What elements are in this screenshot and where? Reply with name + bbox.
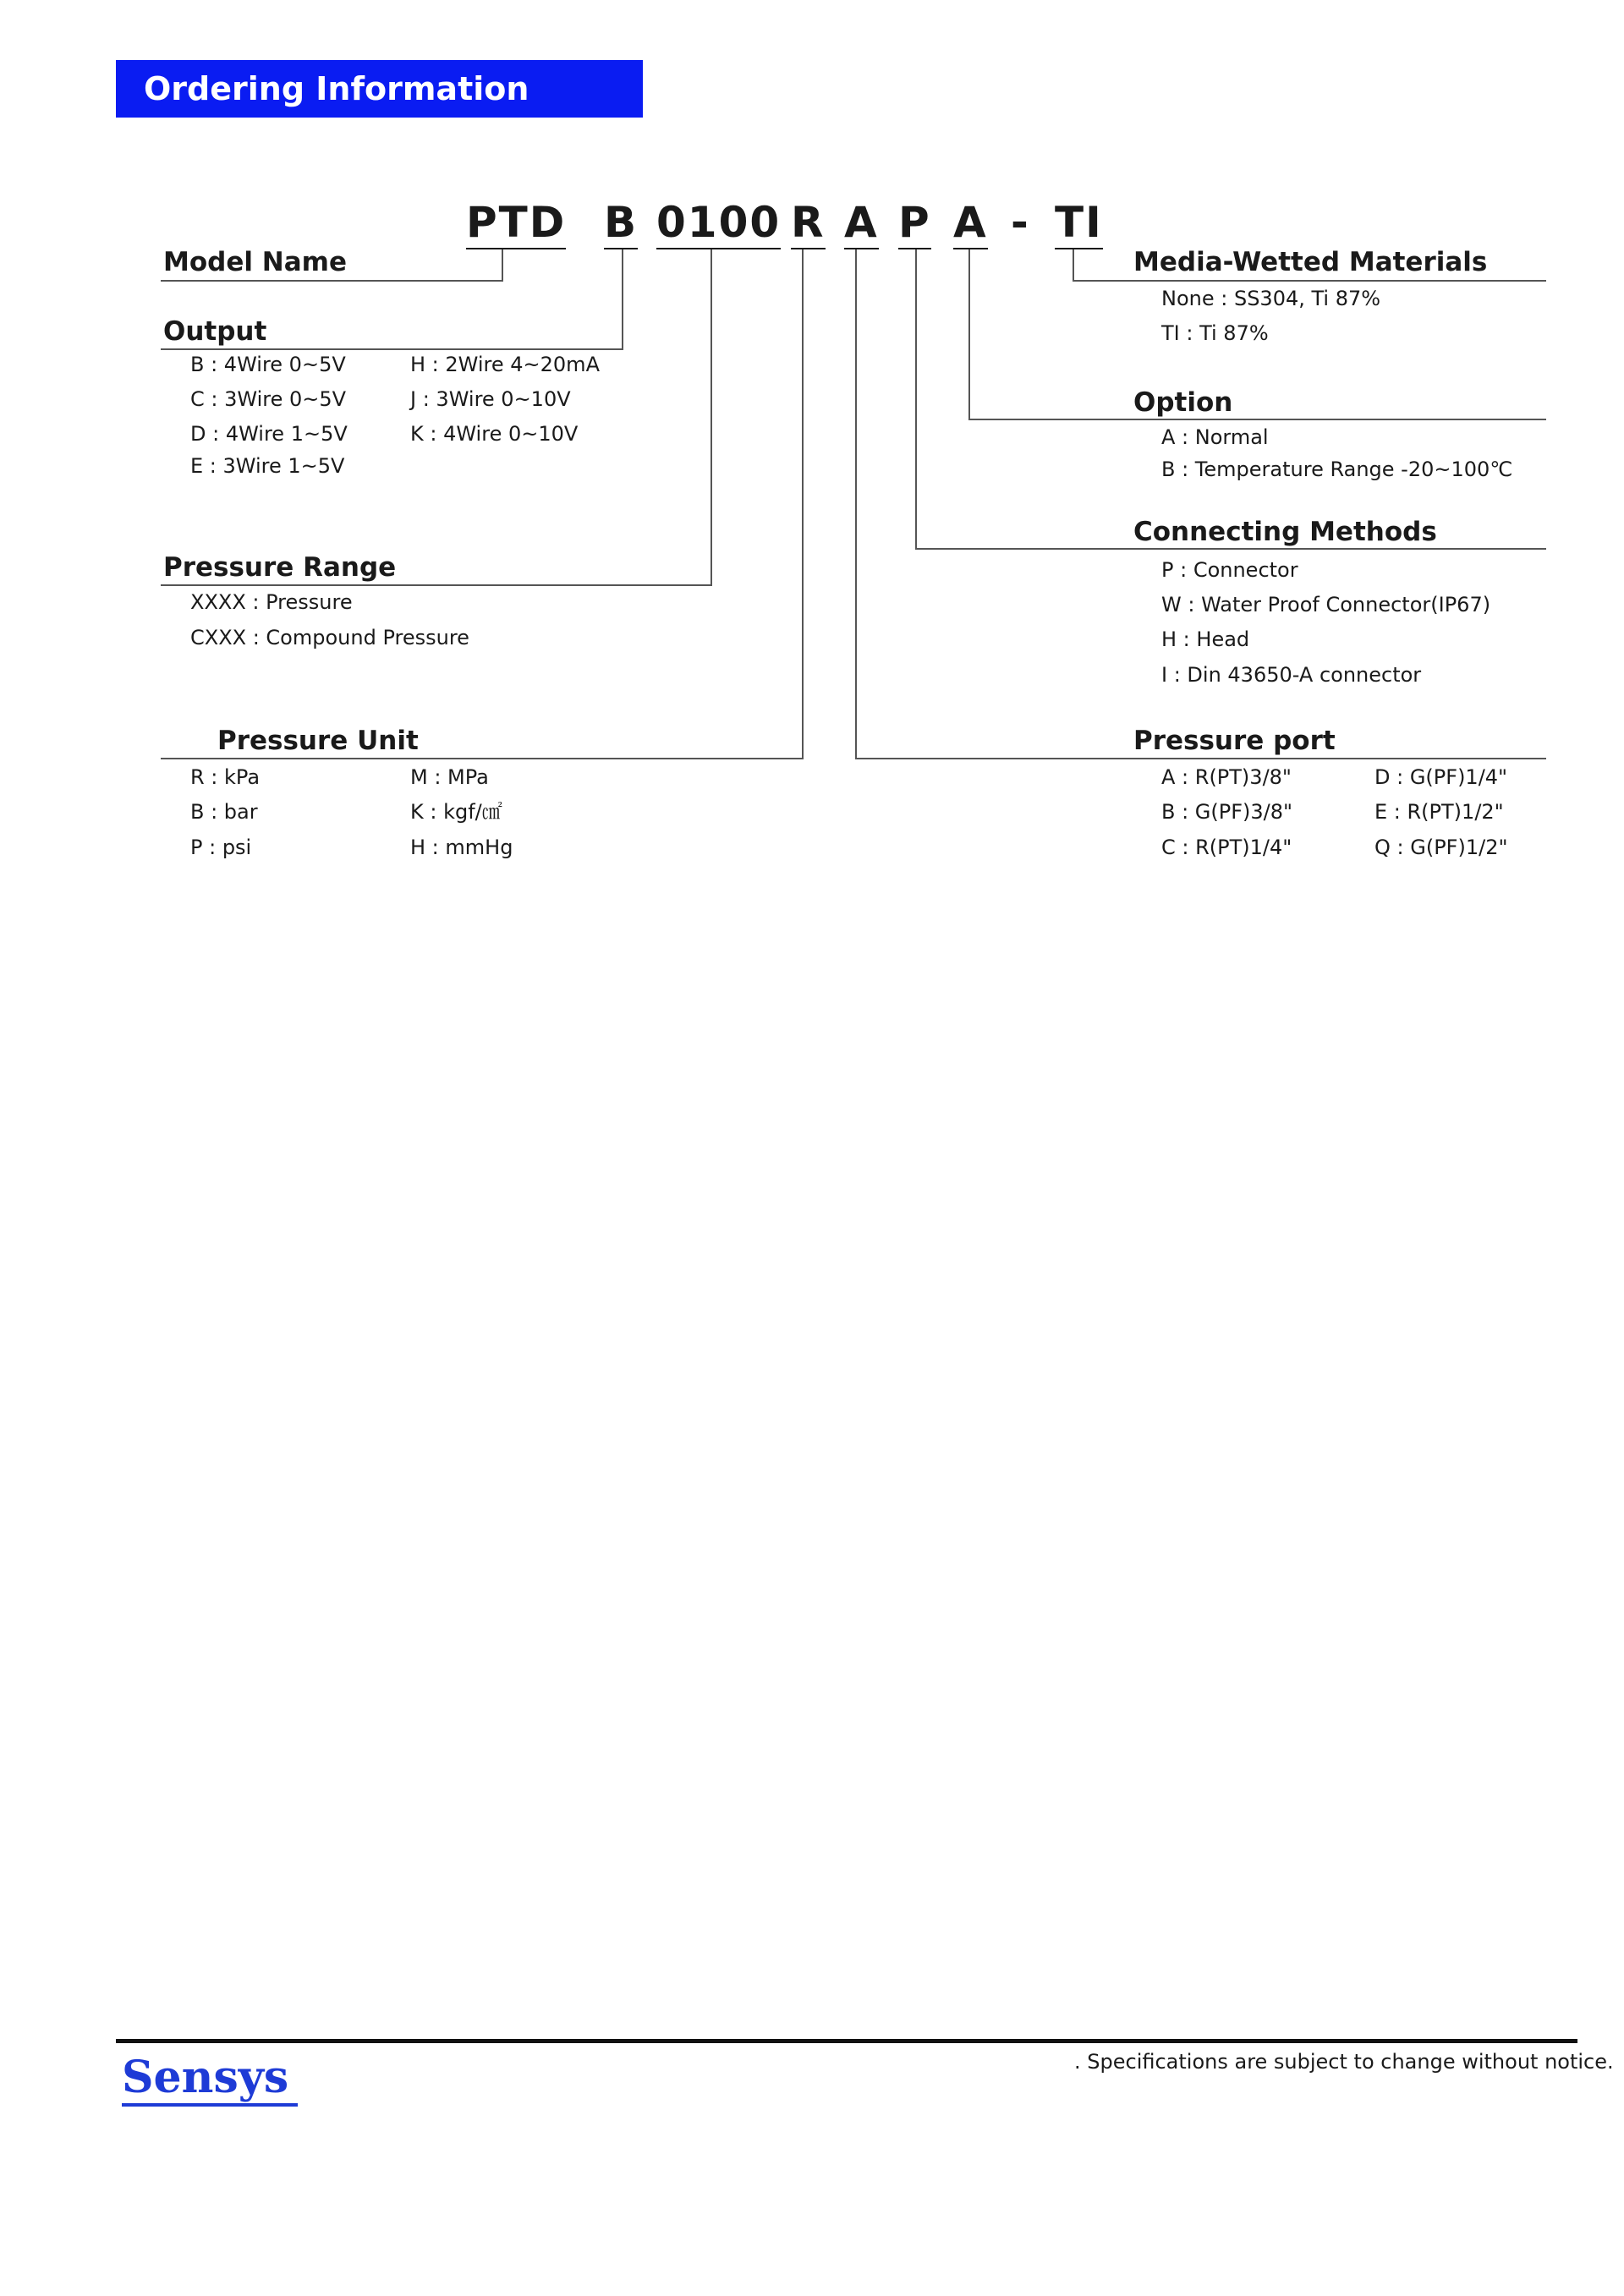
pressure-range-item: CXXX : Compound Pressure	[190, 626, 469, 649]
output-item: H : 2Wire 4~20mA	[410, 353, 600, 376]
pressure-port-item: E : R(PT)1/2"	[1374, 800, 1504, 824]
line-unit-h	[161, 758, 804, 759]
line-connecting-v	[915, 249, 917, 550]
code-separator: -	[1011, 198, 1030, 247]
code-model: PTD	[466, 197, 566, 249]
option-item: A : Normal	[1161, 425, 1269, 449]
code-option: A	[953, 197, 988, 249]
output-item: K : 4Wire 0~10V	[410, 422, 579, 446]
output-title: Output	[163, 316, 267, 347]
code-output: B	[604, 197, 638, 249]
model-name-title: Model Name	[163, 247, 347, 277]
pressure-unit-item: R : kPa	[190, 765, 261, 789]
line-port-v	[855, 249, 857, 759]
line-option-v	[968, 249, 970, 420]
connecting-item: W : Water Proof Connector(IP67)	[1161, 593, 1491, 616]
pressure-unit-item: P : psi	[190, 836, 252, 859]
output-item: C : 3Wire 0~5V	[190, 387, 347, 411]
connecting-item: H : Head	[1161, 627, 1250, 651]
pressure-port-item: A : R(PT)3/8"	[1161, 765, 1292, 789]
line-media-h	[1073, 280, 1546, 282]
media-title: Media-Wetted Materials	[1133, 247, 1488, 277]
footer-rule	[116, 2039, 1577, 2043]
pressure-port-item: C : R(PT)1/4"	[1161, 836, 1292, 859]
line-unit-v	[802, 249, 804, 759]
pressure-port-title: Pressure port	[1133, 726, 1336, 756]
pressure-unit-item: M : MPa	[410, 765, 489, 789]
line-range-v	[710, 249, 712, 586]
code-media: TI	[1055, 197, 1103, 249]
footer-notice: . Specifications are subject to change without notice.	[1074, 2050, 1614, 2074]
line-output-v	[622, 249, 623, 350]
line-model-v	[502, 249, 503, 282]
output-item: B : 4Wire 0~5V	[190, 353, 346, 376]
line-output-h	[161, 348, 623, 350]
line-media-v	[1073, 249, 1074, 282]
code-pressure-range: 0100	[656, 197, 781, 249]
logo-underline	[122, 2103, 298, 2107]
code-pressure-unit: R	[791, 197, 826, 249]
line-connecting-h	[915, 548, 1546, 550]
connecting-item: P : Connector	[1161, 558, 1298, 582]
company-logo: Sensys	[122, 2052, 289, 2103]
pressure-unit-item: K : kgf/㎠	[410, 800, 502, 824]
line-model-h	[161, 280, 503, 282]
option-item: B : Temperature Range -20~100℃	[1161, 458, 1513, 481]
code-pressure-port: A	[844, 197, 879, 249]
pressure-port-item: B : G(PF)3/8"	[1161, 800, 1293, 824]
code-connecting: P	[898, 197, 931, 249]
section-banner: Ordering Information	[116, 60, 643, 118]
pressure-unit-item: H : mmHg	[410, 836, 513, 859]
output-item: J : 3Wire 0~10V	[410, 387, 571, 411]
pressure-port-item: Q : G(PF)1/2"	[1374, 836, 1508, 859]
media-item: TI : Ti 87%	[1161, 321, 1269, 345]
media-item: None : SS304, Ti 87%	[1161, 287, 1381, 310]
line-option-h	[968, 419, 1546, 420]
pressure-unit-item: B : bar	[190, 800, 258, 824]
output-item: E : 3Wire 1~5V	[190, 454, 345, 478]
pressure-port-item: D : G(PF)1/4"	[1374, 765, 1508, 789]
line-port-h	[855, 758, 1546, 759]
pressure-range-item: XXXX : Pressure	[190, 590, 353, 614]
output-item: D : 4Wire 1~5V	[190, 422, 348, 446]
line-range-h	[161, 584, 712, 586]
connecting-item: I : Din 43650-A connector	[1161, 663, 1422, 687]
option-title: Option	[1133, 387, 1233, 418]
pressure-range-title: Pressure Range	[163, 552, 397, 583]
connecting-title: Connecting Methods	[1133, 517, 1437, 547]
pressure-unit-title: Pressure Unit	[217, 726, 419, 756]
